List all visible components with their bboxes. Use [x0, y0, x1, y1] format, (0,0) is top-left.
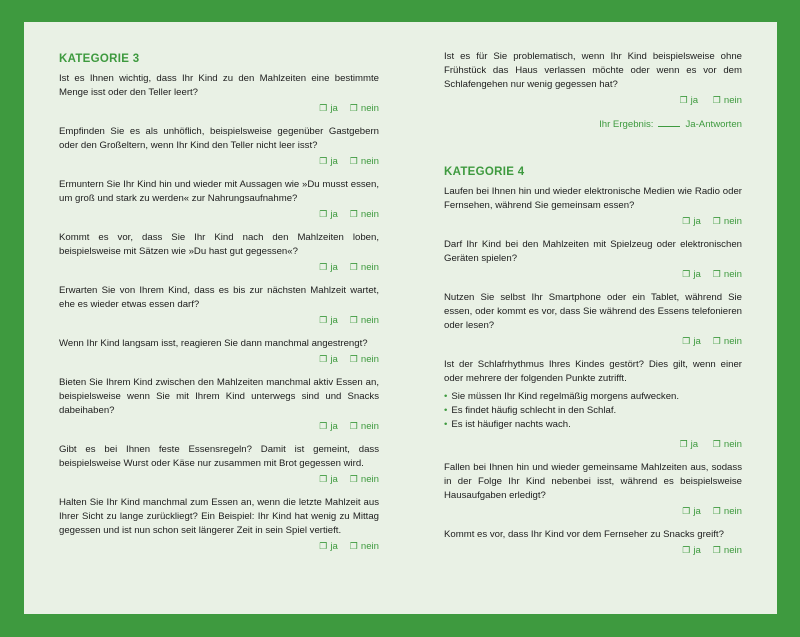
answer-row — [59, 208, 379, 221]
checkbox-icon: ❐ — [319, 157, 328, 167]
answer-yes-option[interactable]: ❐ ja — [319, 315, 338, 326]
result-suffix: Ja-Antworten — [685, 119, 742, 130]
answer-row — [444, 335, 742, 348]
answer-row — [59, 473, 379, 486]
checkbox-icon: ❐ — [682, 217, 691, 227]
answer-yes-option[interactable]: ❐ ja — [682, 336, 701, 347]
booklet-spread — [24, 22, 777, 614]
checkbox-icon: ❐ — [349, 475, 358, 485]
answer-yes-option[interactable]: ❐ ja — [319, 474, 338, 485]
checkbox-icon: ❐ — [712, 96, 721, 106]
answer-row — [59, 261, 379, 274]
question-text: Bieten Sie Ihrem Kind zwischen den Mahlzeiten manchmal aktiv Essen an, beispielsweise wenn Sie mit Ihrem Kind unterwegs sind und Snacks dabeihaben? — [59, 377, 379, 416]
question-text: Ermuntern Sie Ihr Kind hin und wieder mit Aussagen wie »Du musst essen, um groß und stark zu werden« zur Nahrungsaufnahme? — [59, 179, 379, 204]
result-line — [444, 117, 742, 130]
result-blank[interactable] — [658, 117, 680, 127]
bullet-icon: • — [444, 419, 448, 430]
question-text: Kommt es vor, dass Ihr Kind vor dem Fernseher zu Snacks greift? — [444, 529, 724, 540]
bullet-icon: • — [444, 405, 448, 416]
answer-yes-option[interactable]: ❐ ja — [319, 103, 338, 114]
category-3-questions — [59, 72, 379, 553]
result-label: Ihr Ergebnis: — [599, 119, 654, 130]
answer-no-option[interactable]: ❐ nein — [349, 474, 379, 485]
answer-no-option[interactable]: ❐ nein — [349, 315, 379, 326]
answer-no-option[interactable]: ❐ nein — [349, 541, 379, 552]
checkbox-icon: ❐ — [349, 355, 358, 365]
checkbox-icon: ❐ — [682, 507, 691, 517]
checkbox-icon: ❐ — [319, 104, 328, 114]
question-text: Fallen bei Ihnen hin und wieder gemeinsame Mahlzeiten aus, sodass in der Folge Ihr Kind nebenbei isst, während es beispielsweise Hausaufgaben erledigt? — [444, 462, 742, 501]
checkbox-icon: ❐ — [712, 507, 721, 517]
answer-row — [59, 420, 379, 433]
category-3-heading: KATEGORIE 3 — [59, 53, 140, 65]
answer-yes-option[interactable]: ❐ ja — [682, 545, 701, 556]
answer-yes-option[interactable]: ❐ ja — [679, 439, 699, 450]
checkbox-icon: ❐ — [319, 355, 328, 365]
checkbox-icon: ❐ — [682, 337, 691, 347]
right-column — [444, 50, 742, 567]
answer-row — [444, 94, 742, 107]
answer-no-option[interactable]: ❐ nein — [349, 262, 379, 273]
question-text: Wenn Ihr Kind langsam isst, reagieren Sie dann manchmal angestrengt? — [59, 338, 368, 349]
answer-no-option[interactable]: ❐ nein — [712, 216, 742, 227]
answer-row — [59, 314, 379, 327]
answer-no-option[interactable]: ❐ nein — [712, 545, 742, 556]
checkbox-icon: ❐ — [712, 440, 721, 450]
answer-row — [59, 353, 379, 366]
checkbox-icon: ❐ — [319, 422, 328, 432]
answer-row — [444, 505, 742, 518]
checkbox-icon: ❐ — [349, 422, 358, 432]
answer-row — [59, 540, 379, 553]
answer-yes-option[interactable]: ❐ ja — [319, 156, 338, 167]
checkbox-icon: ❐ — [349, 210, 358, 220]
question-text: Darf Ihr Kind bei den Mahlzeiten mit Spielzeug oder elektronischen Geräten spielen? — [444, 239, 742, 264]
category-4-questions-b — [444, 461, 742, 557]
answer-row — [444, 438, 742, 451]
checkbox-icon: ❐ — [319, 263, 328, 273]
answer-no-option[interactable]: ❐ nein — [349, 354, 379, 365]
sleep-bullet-list — [444, 390, 742, 432]
checkbox-icon: ❐ — [682, 270, 691, 280]
answer-no-option[interactable]: ❐ nein — [712, 439, 742, 450]
checkbox-icon: ❐ — [712, 546, 721, 556]
checkbox-icon: ❐ — [319, 316, 328, 326]
answer-yes-option[interactable]: ❐ ja — [319, 541, 338, 552]
question-text: Ist es Ihnen wichtig, dass Ihr Kind zu den Mahlzeiten eine bestimmte Menge isst oder den Teller leert? — [59, 73, 379, 98]
checkbox-icon: ❐ — [319, 475, 328, 485]
checkbox-icon: ❐ — [349, 157, 358, 167]
answer-yes-option[interactable]: ❐ ja — [319, 262, 338, 273]
question-text: Halten Sie Ihr Kind manchmal zum Essen an, wenn die letzte Mahlzeit aus Ihrer Sicht zu lange zurückliegt? Ein Beispiel: Ihr Kind hat wenig zu Mittag gegessen und ist nun schon seit längerer Zeit in sein Spiel vertieft. — [59, 497, 379, 536]
answer-row — [59, 102, 379, 115]
answer-row — [444, 268, 742, 281]
answer-no-option[interactable]: ❐ nein — [712, 336, 742, 347]
checkbox-icon: ❐ — [319, 542, 328, 552]
bullet-item: • Sie müssen Ihr Kind regelmäßig morgens aufwecken. — [444, 391, 680, 402]
question-text: Empfinden Sie es als unhöflich, beispielsweise gegenüber Gastgebern oder den Großeltern, wenn Ihr Kind den Teller nicht leer isst? — [59, 126, 379, 151]
answer-no-option[interactable]: ❐ nein — [349, 156, 379, 167]
answer-yes-option[interactable]: ❐ ja — [679, 95, 699, 106]
checkbox-icon: ❐ — [679, 440, 688, 450]
checkbox-icon: ❐ — [349, 542, 358, 552]
answer-yes-option[interactable]: ❐ ja — [319, 354, 338, 365]
question-text: Erwarten Sie von Ihrem Kind, dass es bis zur nächsten Mahlzeit wartet, ehe es wieder etwas essen darf? — [59, 285, 379, 310]
checkbox-icon: ❐ — [349, 263, 358, 273]
answer-yes-option[interactable]: ❐ ja — [682, 506, 701, 517]
answer-no-option[interactable]: ❐ nein — [349, 421, 379, 432]
question-text: Ist es für Sie problematisch, wenn Ihr Kind beispielsweise ohne Frühstück das Haus verlassen möchte oder wenn es vor dem Schlafengehen nur wenig gegessen hat? — [444, 51, 742, 90]
question-text: Kommt es vor, dass Sie Ihr Kind nach den Mahlzeiten loben, beispielsweise mit Sätzen wie »Du hast gut gegessen«? — [59, 232, 379, 257]
category-4-heading: KATEGORIE 4 — [444, 166, 525, 178]
answer-no-option[interactable]: ❐ nein — [712, 269, 742, 280]
checkbox-icon: ❐ — [349, 104, 358, 114]
checkbox-icon: ❐ — [712, 270, 721, 280]
question-text: Gibt es bei Ihnen feste Essensregeln? Damit ist gemeint, dass beispielsweise Wurst oder Käse nur zusammen mit Brot gegessen wird. — [59, 444, 379, 469]
checkbox-icon: ❐ — [682, 546, 691, 556]
answer-no-option[interactable]: ❐ nein — [349, 103, 379, 114]
sleep-question: Ist der Schlafrhythmus Ihres Kindes gestört? Dies gilt, wenn einer oder mehrere der folgenden Punkte zutrifft. — [444, 359, 742, 384]
checkbox-icon: ❐ — [679, 96, 688, 106]
answer-row — [444, 215, 742, 228]
left-column — [59, 53, 379, 563]
answer-no-option[interactable]: ❐ nein — [349, 209, 379, 220]
answer-yes-option[interactable]: ❐ ja — [319, 421, 338, 432]
answer-row — [59, 155, 379, 168]
bullet-item: • Es findet häufig schlecht in den Schlaf. — [444, 405, 617, 416]
bullet-item: • Es ist häufiger nachts wach. — [444, 419, 571, 430]
bullet-icon: • — [444, 391, 448, 402]
checkbox-icon: ❐ — [712, 217, 721, 227]
checkbox-icon: ❐ — [712, 337, 721, 347]
question-text: Nutzen Sie selbst Ihr Smartphone oder ein Tablet, während Sie essen, oder kommt es vor, dass Sie während des Essens telefonieren oder lesen? — [444, 292, 742, 331]
answer-no-option[interactable]: ❐ nein — [712, 95, 742, 106]
checkbox-icon: ❐ — [349, 316, 358, 326]
category-4-questions-a — [444, 185, 742, 348]
checkbox-icon: ❐ — [319, 210, 328, 220]
question-text: Laufen bei Ihnen hin und wieder elektronische Medien wie Radio oder Fernsehen, während Sie gemeinsam essen? — [444, 186, 742, 211]
answer-yes-option[interactable]: ❐ ja — [682, 269, 701, 280]
answer-yes-option[interactable]: ❐ ja — [682, 216, 701, 227]
answer-row — [444, 544, 742, 557]
answer-yes-option[interactable]: ❐ ja — [319, 209, 338, 220]
answer-no-option[interactable]: ❐ nein — [712, 506, 742, 517]
